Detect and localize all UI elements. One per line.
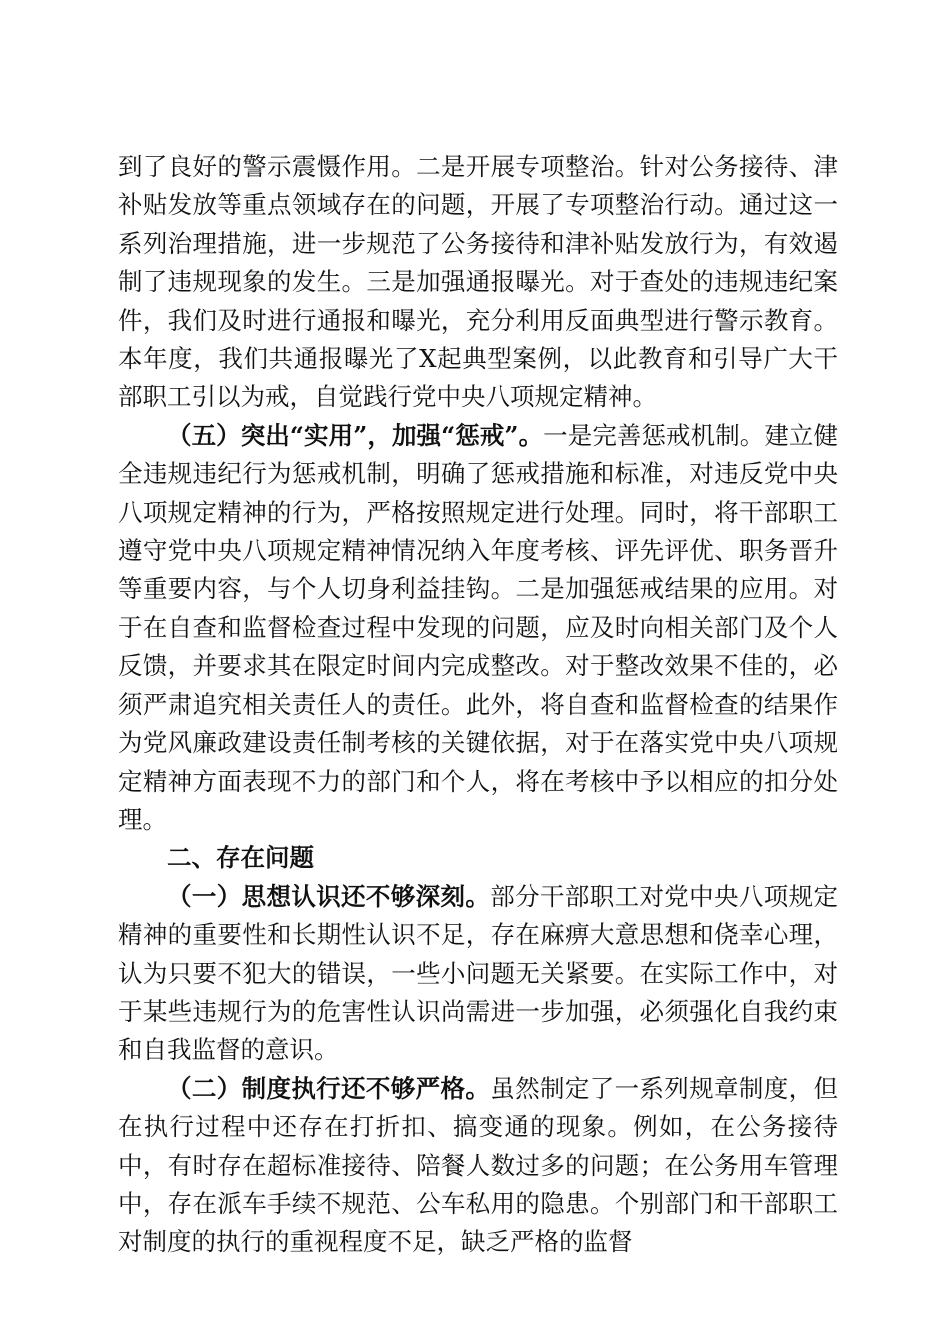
paragraph-problem-two: [118, 1070, 838, 1262]
paragraph-section-five: [118, 417, 838, 839]
section-five-body: 一是完善惩戒机制。建立健全违规违纪行为惩戒机制，明确了惩戒措施和标准，对违反党中央八项规定精神的行为，严格按照规定进行处理。同时，将干部职工遵守党中央八项规定精神情况纳入年度考核、评先评优、职务晋升等重要内容，与个人切身利益挂钩。二是加强惩戒结果的应用。对于在自查和监督检查过程中发现的问题，应及时向相关部门及个人反馈，并要求其在限定时间内完成整改。对于整改效果不佳的，必须严肃追究相关责任人的责任。此外，将自查和监督检查的结果作为党风廉政建设责任制考核的关键依据，对于在落实党中央八项规定精神方面表现不力的部门和个人，将在考核中予以相应的扣分处理。: [118, 420, 839, 834]
problem-two-lead: （二）制度执行还不够严格。: [167, 1073, 491, 1103]
paragraph-continuation: 到了良好的警示震慑作用。二是开展专项整治。针对公务接待、津补贴发放等重点领域存在的问题，开展了专项整治行动。通过这一系列治理措施，进一步规范了公务接待和津补贴发放行为，有效遏制了违规现象的发生。三是加强通报曝光。对于查处的违规违纪案件，我们及时进行通报和曝光，充分利用反面典型进行警示教育。本年度，我们共通报曝光了X起典型案例，以此教育和引导广大干部职工引以为戒，自觉践行党中央八项规定精神。: [118, 152, 838, 412]
heading-existing-problems: 二、存在问题: [167, 843, 314, 873]
problem-two-body: 虽然制定了一系列规章制度，但在执行过程中还存在打折扣、搞变通的现象。例如，在公务接待中，有时存在超标准接待、陪餐人数过多的问题；在公务用车管理中，存在派车手续不规范、公车私用的隐患。个别部门和干部职工对制度的执行的重视程度不足，缺乏严格的监督: [118, 1073, 838, 1257]
document-page: [118, 148, 838, 1262]
problem-one-lead: （一）思想认识还不够深刻。: [167, 881, 491, 911]
paragraph-problem-one: [118, 878, 838, 1070]
problem-one-body: 部分干部职工对党中央八项规定精神的重要性和长期性认识不足，存在麻痹大意思想和侥幸心理，认为只要不犯大的错误，一些小问题无关紧要。在实际工作中，对于某些违规行为的危害性认识尚需进一步加强，必须强化自我约束和自我监督的意识。: [118, 881, 838, 1065]
section-five-lead: （五）突出“实用”，加强“惩戒”。: [167, 420, 544, 450]
